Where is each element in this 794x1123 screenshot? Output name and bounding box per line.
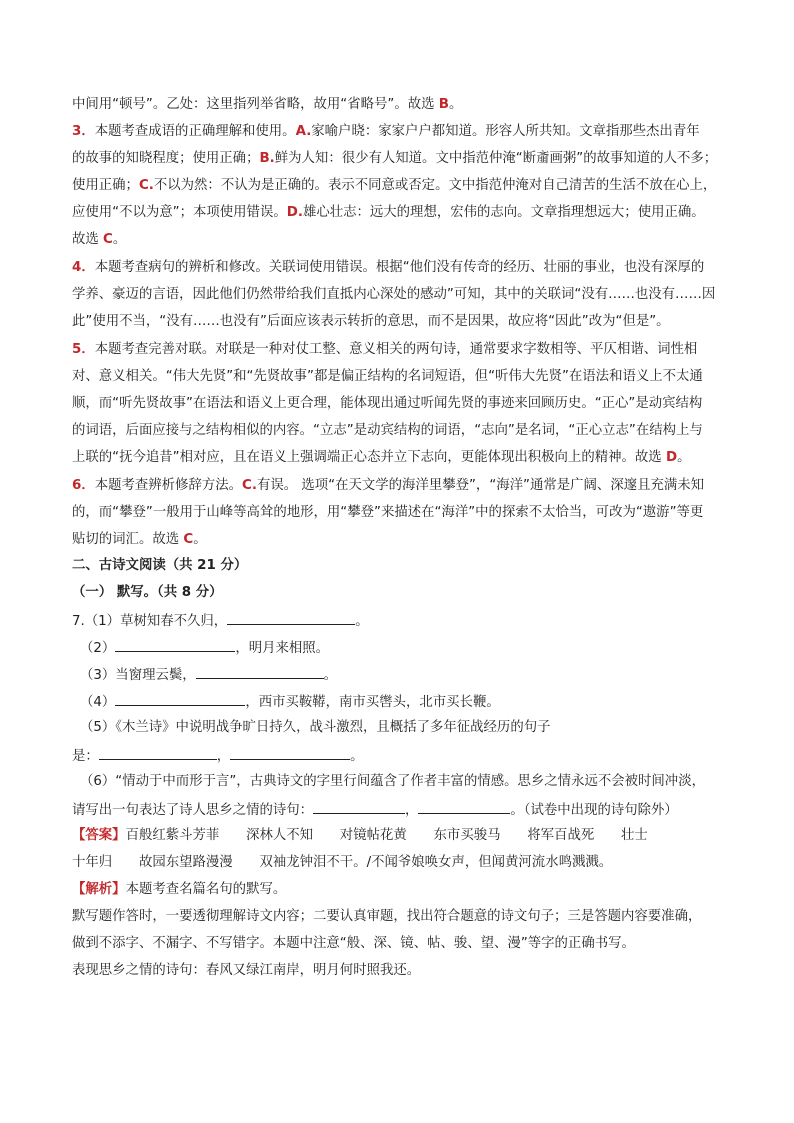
q7-5-end: 。 (350, 749, 364, 764)
explanation-line (72, 177, 746, 195)
q7-2-num: （2） (80, 641, 116, 656)
explanation-line (72, 368, 746, 386)
q7-1-end: 。 (355, 614, 369, 629)
explanation-text: 本题考查成语的正确理解和使用。 (94, 124, 296, 139)
question-7-2 (80, 638, 746, 658)
explanation-text: 本题考查病句的辨析和修改。关联词使用错误。根据“他们没有传奇的经历、壮丽的事业，也没有深厚的 (94, 260, 705, 275)
option-letter: C. (242, 478, 257, 493)
option-letter: D. (286, 205, 303, 220)
explanation-text: 故选 (72, 232, 104, 247)
explanation-line (72, 531, 746, 549)
question-7-1 (72, 611, 746, 631)
answer-blank[interactable] (196, 665, 324, 679)
analysis-line-4: 表现思乡之情的诗句：春风又绿江南岸，明月何时照我还。 (72, 963, 421, 978)
answer-line-2: 十年归 故园东望路漫漫 双袖龙钟泪不干。/不闻爷娘唤女声，但闻黄河流水鸣溅溅。 (72, 855, 613, 870)
analysis-line-2: 默写题作答时，一要透彻理解诗文内容；二要认真审题，找出符合题意的诗文句子；三是答题内容要准确， (72, 909, 702, 924)
q7-6-end: 。（试卷中出现的诗句除外） (510, 803, 678, 818)
question-7-6-answer (72, 800, 746, 820)
explanation-text: 学养、豪迈的言语，因此他们仍然带给我们直抵内心深处的感动”可知，其中的关联词“没有……也没有……因 (72, 287, 716, 302)
explanation-text-tail: 。 (112, 232, 127, 247)
question-7-6: （6）“情动于中而形于言”，古典诗文的字里行间蕴含了作者丰富的情感。思乡之情永远不会被时间冲淡， (80, 774, 705, 789)
q7-3-text: （3）当窗理云鬓， (80, 668, 196, 683)
explanation-text: 的词语，后面应接与之结构相似的内容。“立志”是动宾结构的词语，“志向”是名词，“正心立志”在结构上与 (72, 423, 703, 438)
explanation-text: 的故事的知晓程度；使用正确； (72, 151, 260, 166)
explanation-text-tail: 家喻户晓：家家户户都知道。形容人所共知。文章指那些杰出青年 (311, 124, 700, 139)
explanation-line (72, 96, 746, 114)
q7-5-comma: ， (216, 749, 231, 764)
explanation-text: 中间用“顿号”。乙处：这里指列举省略，故用“省略号”。故选 (72, 97, 439, 112)
answer-text-1: 百般红紫斗芳菲 深林人不知 对镜帖花黄 东市买骏马 将军百战死 壮士 (125, 828, 648, 843)
item-number: 6． (72, 478, 95, 493)
answer-blank[interactable] (115, 638, 235, 652)
subsection-heading: （一） 默写。（共 8 分） (72, 585, 223, 600)
explanation-text-tail: 不以为然：不认为是正确的。表示不同意或否定。文中指范仲淹对自己清苦的生活不放在心上， (153, 178, 717, 193)
explanation-line (72, 150, 746, 168)
question-7-5: （5）《木兰诗》中说明战争旷日持久，战斗激烈，且概括了多年征战经历的句子 (80, 720, 551, 735)
answer-blank[interactable] (227, 611, 355, 625)
explanation-text-tail: 。 (193, 532, 207, 547)
explanation-text: 对、意义相关。“伟大先贤”和“先贤故事”都是偏正结构的名词短语，但“听伟大先贤”在语法和语义上不太通 (72, 369, 703, 384)
explanation-line (72, 313, 746, 331)
explanation-text: 本题考查完善对联。对联是一种对仗工整、意义相关的两句诗，通常要求字数相等、平仄相谐、词性相 (94, 342, 698, 357)
question-7-3 (80, 665, 746, 685)
explanation-line (72, 395, 746, 413)
explanation-text-tail: 鲜为人知：很少有人知道。文中指范仲淹“断齑画粥”的故事知道的人不多； (274, 151, 718, 166)
option-letter: C (183, 532, 194, 547)
explanation-text: 贴切的词汇。故选 (72, 532, 184, 547)
question-7-4 (80, 692, 746, 712)
option-letter: A. (295, 124, 312, 139)
explanation-text: 顺，而“听先贤故事”在语法和语义上更合理，能体现出通过听闻先贤的事迹来回顾历史。“正心”是动宾结构 (72, 396, 703, 411)
answer-blank[interactable] (418, 800, 510, 814)
q7-6-comma: ， (405, 803, 419, 818)
explanation-text: 此”使用不当，“没有……也没有”后面应该表示转折的意思，而不是因果，故应将“因此”改为“但是”。 (72, 314, 670, 329)
item-number: 4． (72, 260, 95, 275)
analysis-tag: 【解析】 (72, 882, 126, 897)
item-number: 5． (72, 342, 95, 357)
explanation-text-tail: 有误。 选项“在天文学的海洋里攀登”，“海洋”通常是广阔、深邃且充满未知 (256, 478, 705, 493)
explanation-text-tail: 雄心壮志：远大的理想，宏伟的志向。文章指理想远大；使用正确。 (302, 205, 705, 220)
explanation-text: 本题考查辨析修辞方法。 (94, 478, 243, 493)
analysis-line-1 (72, 881, 746, 899)
answer-blank[interactable] (99, 746, 217, 760)
option-letter: C (103, 232, 113, 247)
q7-4-num: （4） (80, 695, 116, 710)
explanation-line (72, 286, 746, 304)
explanation-line (72, 204, 746, 222)
q7-1-text: 7.（1）草树知春不久归， (72, 614, 228, 629)
option-letter: B. (259, 151, 275, 166)
section-heading: 二、古诗文阅读（共 21 分） (72, 558, 248, 573)
answer-line-1 (72, 827, 746, 845)
q7-4-text: ，西市买鞍鞯，南市买辔头，北市买长鞭。 (245, 695, 500, 710)
explanation-line (72, 504, 746, 522)
q7-5-label: 是： (72, 749, 99, 764)
explanation-text-tail: 。 (677, 450, 691, 465)
answer-tag: 【答案】 (72, 828, 126, 843)
answer-blank[interactable] (230, 746, 350, 760)
explanation-line (72, 259, 746, 277)
explanation-text: 应使用“不以为意”；本项使用错误。 (72, 205, 287, 220)
explanation-text: 使用正确； (72, 178, 139, 193)
explanation-text-tail: 。 (449, 97, 463, 112)
item-number: 3． (72, 124, 95, 139)
explanation-line (72, 477, 746, 495)
analysis-line-3: 做到不添字、不漏字、不写错字。本题中注意“般、深、镜、帖、骏、望、漫”等字的正确书写。 (72, 936, 635, 951)
answer-blank[interactable] (313, 800, 405, 814)
explanation-text: 的，而“攀登”一般用于山峰等高耸的地形，用“攀登”来描述在“海洋”中的探索不太恰当，可改为“遨游”等更 (72, 505, 704, 520)
explanation-line (72, 449, 746, 467)
question-7-5-answer (72, 746, 746, 766)
explanation-line (72, 123, 746, 141)
answer-blank[interactable] (115, 692, 245, 706)
explanation-text: 上联的“抚今追昔”相对应，且在语义上强调端正心态并立下志向，更能体现出积极向上的精神。故选 (72, 450, 666, 465)
explanation-line (72, 341, 746, 359)
explanation-line (72, 422, 746, 440)
explanation-line (72, 231, 746, 249)
q7-2-text: ，明月来相照。 (235, 641, 330, 656)
q7-3-end: 。 (323, 668, 338, 683)
option-letter: C. (138, 178, 154, 193)
analysis-text-1: 本题考查名篇名句的默写。 (125, 882, 287, 897)
option-letter: B (438, 97, 449, 112)
q7-6-prompt: 请写出一句表达了诗人思乡之情的诗句： (72, 803, 314, 818)
option-letter: D (665, 450, 678, 465)
